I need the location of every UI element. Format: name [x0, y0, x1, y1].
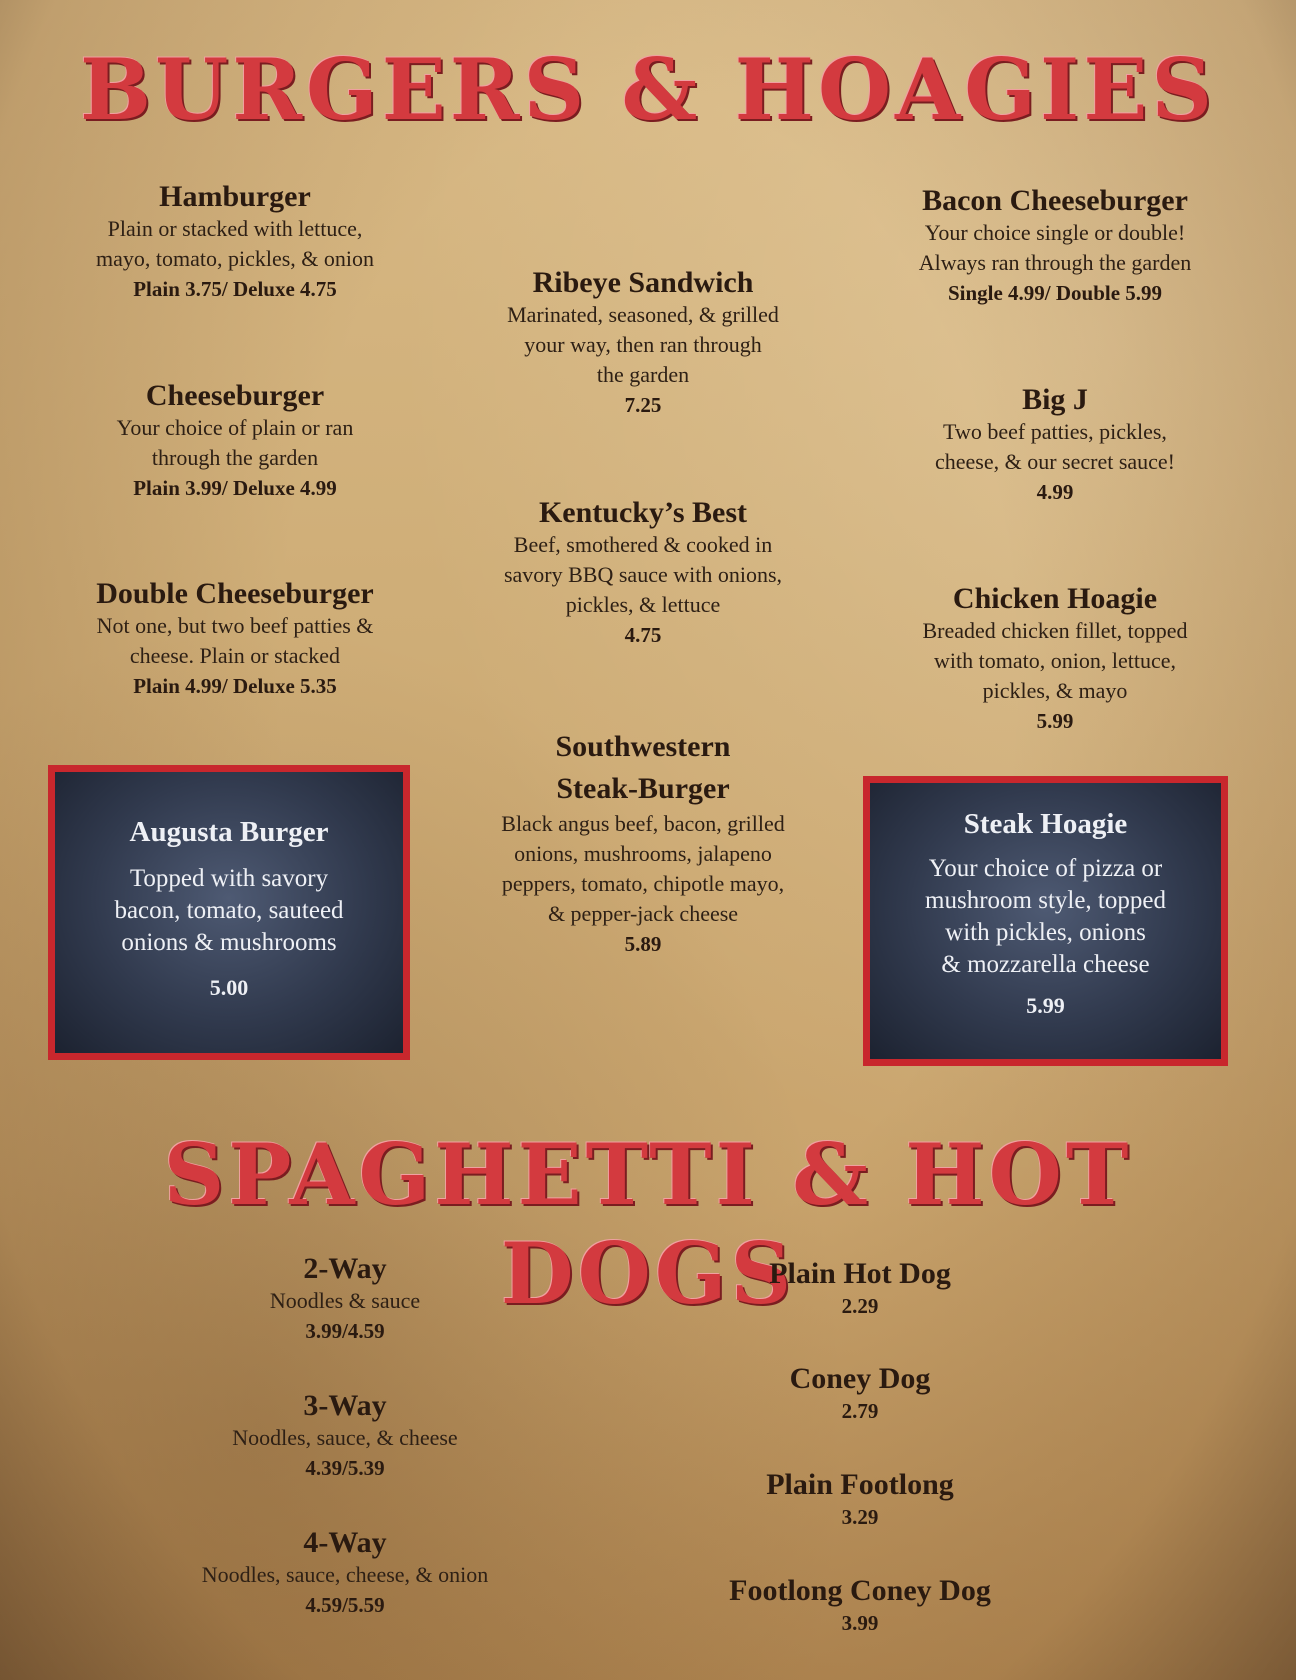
- item-desc: mushroom style, topped: [925, 887, 1166, 914]
- item-name: Footlong Coney Dog: [729, 1574, 991, 1607]
- item-desc: Noodles, sauce, cheese, & onion: [201, 1562, 489, 1587]
- item-price: 3.99: [841, 1611, 879, 1635]
- menu-item-big-j: [860, 383, 1250, 507]
- menu-item-hamburger: [40, 180, 430, 304]
- item-name: Ribeye Sandwich: [532, 266, 754, 299]
- menu-item-cheeseburger: [40, 379, 430, 503]
- item-desc: Breaded chicken fillet, topped: [922, 618, 1188, 643]
- item-desc: Your choice single or double!: [924, 220, 1186, 245]
- item-desc: mayo, tomato, pickles, & onion: [95, 246, 375, 271]
- item-name: Cheeseburger: [145, 379, 325, 412]
- item-price: 2.29: [841, 1294, 879, 1318]
- item-price: 5.99: [1036, 709, 1074, 733]
- menu-item-plain-hot-dog: [660, 1257, 1060, 1321]
- item-name: Double Cheeseburger: [96, 577, 374, 610]
- item-desc: & mozzarella cheese: [941, 951, 1150, 978]
- item-price: Single 4.99/ Double 5.99: [947, 281, 1163, 305]
- item-desc: your way, then ran through: [524, 332, 762, 357]
- menu-item-chicken-hoagie: [860, 582, 1250, 736]
- item-price: Plain 4.99/ Deluxe 5.35: [133, 674, 337, 698]
- menu-item-plain-footlong: [660, 1468, 1060, 1532]
- item-desc: cheese. Plain or stacked: [129, 643, 341, 668]
- item-desc: Your choice of pizza or: [928, 855, 1163, 882]
- item-desc: Topped with savory: [129, 865, 329, 892]
- item-price: 5.89: [624, 932, 662, 956]
- menu-item-3-way: [150, 1389, 540, 1483]
- menu-item-ribeye-sandwich: [450, 266, 836, 420]
- item-desc: Your choice of plain or ran: [116, 415, 354, 440]
- item-desc: pickles, & mayo: [982, 678, 1128, 703]
- item-desc: Beef, smothered & cooked in: [513, 532, 773, 557]
- item-name: 2-Way: [303, 1252, 387, 1285]
- item-desc: Black angus beef, bacon, grilled: [501, 811, 785, 836]
- item-price: 4.39/5.39: [305, 1456, 385, 1480]
- item-desc: onions & mushrooms: [121, 929, 337, 956]
- item-price: 4.99: [1036, 480, 1074, 504]
- item-desc: Two beef patties, pickles,: [943, 419, 1167, 444]
- item-name: Hamburger: [159, 180, 311, 213]
- item-price: 5.00: [209, 975, 249, 1000]
- item-desc: with tomato, onion, lettuce,: [934, 648, 1176, 673]
- special-steak-hoagie: [863, 776, 1228, 1066]
- item-name: Bacon Cheeseburger: [922, 184, 1188, 217]
- item-desc: the garden: [596, 362, 690, 387]
- item-name: Chicken Hoagie: [952, 582, 1158, 615]
- item-name: Augusta Burger: [129, 816, 329, 848]
- item-desc: pickles, & lettuce: [565, 592, 721, 617]
- menu-item-2-way: [150, 1252, 540, 1346]
- item-desc: Noodles & sauce: [269, 1288, 421, 1313]
- item-desc: Always ran through the garden: [918, 250, 1192, 275]
- menu-item-coney-dog: [660, 1362, 1060, 1426]
- item-desc: onions, mushrooms, jalapeno: [514, 841, 772, 866]
- item-name: Southwestern: [555, 730, 731, 763]
- menu-item-southwestern-steak-burger: [450, 725, 836, 959]
- item-desc: Plain or stacked with lettuce,: [107, 216, 363, 241]
- item-desc: savory BBQ sauce with onions,: [503, 562, 783, 587]
- menu-item-kentuckys-best: [450, 496, 836, 650]
- item-desc: through the garden: [151, 445, 319, 470]
- item-price: 4.75: [624, 623, 662, 647]
- item-price: 4.59/5.59: [305, 1593, 385, 1617]
- item-name: Steak Hoagie: [963, 808, 1128, 840]
- burgers-hoagies-title: BURGERS & HOAGIES: [79, 40, 1217, 139]
- item-desc: bacon, tomato, sauteed: [114, 897, 344, 924]
- item-desc: cheese, & our secret sauce!: [934, 449, 1176, 474]
- item-price: 3.99/4.59: [305, 1319, 385, 1343]
- item-name: Kentucky’s Best: [538, 496, 748, 529]
- item-price: 5.99: [1026, 993, 1065, 1018]
- item-price: 2.79: [841, 1399, 879, 1423]
- item-desc: & pepper-jack cheese: [547, 901, 739, 926]
- item-name: Plain Footlong: [766, 1468, 954, 1501]
- item-name: Big J: [1022, 383, 1088, 416]
- menu-item-footlong-coney-dog: [660, 1574, 1060, 1638]
- item-name: Steak-Burger: [556, 772, 730, 805]
- menu-item-double-cheeseburger: [40, 577, 430, 701]
- spaghetti-hot-dogs-title: SPAGHETTI & HOT DOGS: [163, 1125, 1133, 1323]
- item-name: 4-Way: [303, 1526, 387, 1559]
- item-price: 3.29: [841, 1505, 879, 1529]
- item-desc: with pickles, onions: [945, 919, 1146, 946]
- item-price: 7.25: [624, 393, 662, 417]
- item-desc: Marinated, seasoned, & grilled: [507, 302, 779, 327]
- menu-item-bacon-cheeseburger: [860, 184, 1250, 308]
- item-desc: Noodles, sauce, & cheese: [232, 1425, 458, 1450]
- item-name: 3-Way: [303, 1389, 387, 1422]
- item-name: Coney Dog: [789, 1362, 931, 1395]
- item-name: Plain Hot Dog: [769, 1257, 951, 1290]
- item-desc: peppers, tomato, chipotle mayo,: [501, 871, 785, 896]
- menu-item-4-way: [150, 1526, 540, 1620]
- item-desc: Not one, but two beef patties &: [96, 613, 374, 638]
- item-price: Plain 3.99/ Deluxe 4.99: [133, 476, 337, 500]
- item-price: Plain 3.75/ Deluxe 4.75: [133, 277, 337, 301]
- special-augusta-burger: [48, 765, 410, 1060]
